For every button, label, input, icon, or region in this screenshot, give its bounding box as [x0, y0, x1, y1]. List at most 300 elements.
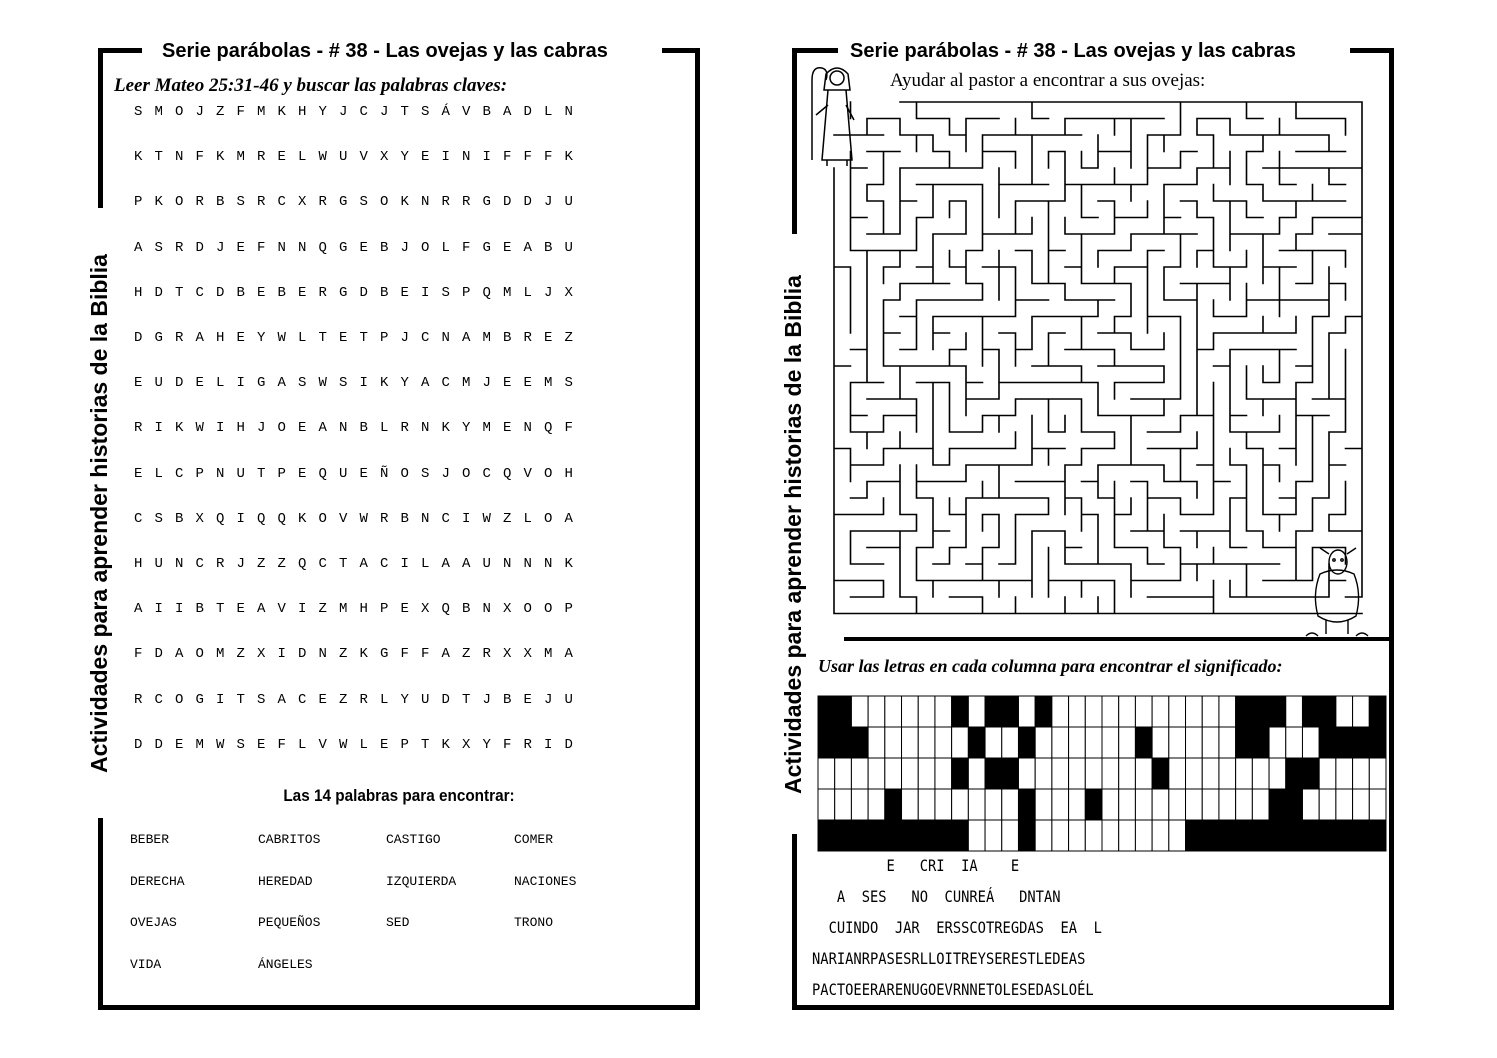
grid-cell[interactable] [1085, 696, 1102, 727]
grid-cell[interactable] [1135, 758, 1152, 789]
grid-letter[interactable]: O [400, 465, 409, 482]
grid-letter[interactable]: B [216, 194, 225, 211]
grid-letter[interactable]: R [359, 691, 368, 708]
grid-letter[interactable]: E [523, 691, 532, 708]
grid-cell[interactable] [1085, 820, 1102, 851]
grid-letter[interactable]: E [544, 330, 553, 346]
grid-cell[interactable] [1286, 696, 1303, 727]
grid-cell[interactable] [1035, 820, 1052, 851]
grid-cell[interactable] [1102, 789, 1119, 820]
grid-cell[interactable] [1169, 789, 1186, 820]
grid-letter[interactable]: N [421, 194, 430, 211]
grid-letter[interactable]: V [523, 465, 532, 482]
grid-letter[interactable]: B [195, 601, 204, 618]
grid-letter[interactable]: J [482, 375, 491, 392]
grid-cell[interactable] [1018, 758, 1035, 789]
grid-letter[interactable]: U [421, 691, 430, 708]
grid-cell[interactable] [1052, 727, 1069, 758]
grid-cell[interactable] [1186, 789, 1203, 820]
grid-cell[interactable] [1252, 758, 1269, 789]
grid-letter[interactable]: O [175, 194, 184, 211]
grid-cell[interactable] [1052, 820, 1069, 851]
grid-letter[interactable]: G [482, 194, 491, 211]
grid-cell[interactable] [1252, 789, 1269, 820]
grid-letter[interactable]: U [564, 239, 573, 256]
grid-letter[interactable]: X [195, 510, 204, 527]
grid-letter[interactable]: M [462, 375, 471, 392]
grid-letter[interactable]: C [318, 556, 327, 572]
grid-letter[interactable]: K [441, 736, 450, 753]
grid-letter[interactable]: E [523, 375, 532, 392]
grid-letter[interactable]: J [400, 239, 409, 256]
grid-cell[interactable] [1202, 758, 1219, 789]
grid-letter[interactable]: L [441, 239, 450, 256]
grid-letter[interactable]: R [400, 420, 409, 437]
grid-letter[interactable]: R [380, 510, 389, 527]
grid-cell[interactable] [1302, 789, 1319, 820]
grid-letter[interactable]: F [462, 239, 471, 256]
grid-letter[interactable]: D [523, 104, 532, 120]
grid-letter[interactable]: N [298, 239, 307, 256]
grid-letter[interactable]: I [441, 149, 450, 166]
grid-letter[interactable]: O [175, 691, 184, 708]
grid-letter[interactable]: E [134, 375, 143, 392]
grid-letter[interactable]: C [175, 465, 184, 482]
grid-letter[interactable]: O [544, 510, 553, 527]
grid-cell[interactable] [1119, 727, 1136, 758]
grid-letter[interactable]: E [298, 420, 307, 437]
grid-letter[interactable]: P [400, 736, 409, 753]
grid-letter[interactable]: Y [400, 375, 409, 392]
grid-letter[interactable]: Y [257, 330, 266, 346]
grid-letter[interactable]: N [175, 556, 184, 572]
grid-letter[interactable]: Q [216, 510, 225, 527]
grid-letter[interactable]: A [195, 330, 204, 346]
grid-cell[interactable] [1085, 758, 1102, 789]
grid-letter[interactable]: C [134, 510, 143, 527]
grid-letter[interactable]: S [441, 284, 450, 301]
grid-letter[interactable]: S [236, 736, 245, 753]
grid-cell[interactable] [1319, 758, 1336, 789]
grid-letter[interactable]: O [380, 194, 389, 211]
grid-cell[interactable] [835, 789, 852, 820]
grid-letter[interactable]: E [298, 465, 307, 482]
grid-letter[interactable]: A [277, 375, 286, 392]
grid-letter[interactable]: A [421, 375, 430, 392]
grid-letter[interactable]: V [277, 601, 286, 618]
grid-letter[interactable]: B [462, 601, 471, 618]
grid-cell[interactable] [1035, 727, 1052, 758]
grid-letter[interactable]: O [544, 465, 553, 482]
grid-letter[interactable]: L [298, 736, 307, 753]
grid-cell[interactable] [885, 727, 902, 758]
grid-letter[interactable]: W [339, 736, 348, 753]
grid-letter[interactable]: C [482, 465, 491, 482]
grid-letter[interactable]: H [236, 420, 245, 437]
grid-cell[interactable] [885, 758, 902, 789]
grid-cell[interactable] [1286, 727, 1303, 758]
grid-letter[interactable]: X [503, 646, 512, 663]
grid-letter[interactable]: Z [257, 556, 266, 572]
grid-letter[interactable]: J [400, 330, 409, 346]
grid-letter[interactable]: D [154, 736, 163, 753]
grid-letter[interactable]: N [523, 420, 532, 437]
grid-letter[interactable]: X [257, 646, 266, 663]
grid-letter[interactable]: R [257, 149, 266, 166]
grid-letter[interactable]: F [503, 736, 512, 753]
grid-letter[interactable]: D [359, 284, 368, 301]
grid-letter[interactable]: M [503, 284, 512, 301]
grid-letter[interactable]: Q [257, 510, 266, 527]
grid-letter[interactable]: E [359, 465, 368, 482]
grid-letter[interactable]: G [339, 194, 348, 211]
grid-letter[interactable]: Q [503, 465, 512, 482]
grid-cell[interactable] [1336, 789, 1353, 820]
grid-letter[interactable]: K [175, 420, 184, 437]
grid-cell[interactable] [1102, 696, 1119, 727]
grid-letter[interactable]: L [359, 736, 368, 753]
grid-cell[interactable] [968, 696, 985, 727]
grid-letter[interactable]: B [380, 284, 389, 301]
grid-letter[interactable]: S [564, 375, 573, 392]
grid-letter[interactable]: N [441, 330, 450, 346]
grid-cell[interactable] [1302, 727, 1319, 758]
grid-cell[interactable] [918, 727, 935, 758]
grid-letter[interactable]: J [257, 420, 266, 437]
grid-letter[interactable]: M [482, 420, 491, 437]
grid-letter[interactable]: B [236, 284, 245, 301]
grid-letter[interactable]: R [523, 330, 532, 346]
grid-letter[interactable]: U [482, 556, 491, 572]
grid-letter[interactable]: A [134, 239, 143, 256]
grid-letter[interactable]: Y [482, 736, 491, 753]
grid-cell[interactable] [818, 789, 835, 820]
grid-letter[interactable]: S [359, 194, 368, 211]
grid-letter[interactable]: E [421, 149, 430, 166]
grid-letter[interactable]: M [257, 104, 266, 120]
grid-letter[interactable]: Y [318, 104, 327, 120]
grid-letter[interactable]: F [421, 646, 430, 663]
grid-letter[interactable]: F [544, 149, 553, 166]
grid-letter[interactable]: Q [318, 239, 327, 256]
grid-letter[interactable]: W [277, 330, 286, 346]
grid-cell[interactable] [1002, 727, 1019, 758]
grid-cell[interactable] [1202, 696, 1219, 727]
grid-letter[interactable]: B [544, 239, 553, 256]
grid-letter[interactable]: D [154, 646, 163, 663]
grid-letter[interactable]: D [216, 284, 225, 301]
grid-letter[interactable]: A [441, 646, 450, 663]
grid-letter[interactable]: C [421, 330, 430, 346]
grid-letter[interactable]: F [195, 149, 204, 166]
grid-cell[interactable] [1152, 727, 1169, 758]
grid-letter[interactable]: K [564, 556, 573, 572]
grid-letter[interactable]: C [380, 556, 389, 572]
grid-cell[interactable] [1102, 727, 1119, 758]
grid-cell[interactable] [1069, 727, 1086, 758]
grid-letter[interactable]: C [195, 284, 204, 301]
grid-letter[interactable]: A [257, 601, 266, 618]
grid-letter[interactable]: G [195, 691, 204, 708]
grid-letter[interactable]: C [441, 510, 450, 527]
grid-letter[interactable]: E [503, 375, 512, 392]
grid-letter[interactable]: E [257, 284, 266, 301]
grid-letter[interactable]: N [421, 420, 430, 437]
grid-letter[interactable]: P [564, 601, 573, 618]
grid-letter[interactable]: D [503, 194, 512, 211]
grid-letter[interactable]: F [236, 104, 245, 120]
grid-letter[interactable]: I [544, 736, 553, 753]
grid-letter[interactable]: E [195, 375, 204, 392]
grid-letter[interactable]: O [175, 104, 184, 120]
grid-letter[interactable]: L [298, 330, 307, 346]
grid-letter[interactable]: S [134, 104, 143, 120]
grid-letter[interactable]: Z [277, 556, 286, 572]
grid-cell[interactable] [851, 789, 868, 820]
grid-cell[interactable] [1102, 820, 1119, 851]
grid-letter[interactable]: A [523, 239, 532, 256]
grid-cell[interactable] [1369, 758, 1386, 789]
grid-letter[interactable]: I [298, 601, 307, 618]
grid-letter[interactable]: U [236, 465, 245, 482]
grid-letter[interactable]: A [564, 510, 573, 527]
grid-cell[interactable] [918, 758, 935, 789]
grid-letter[interactable]: K [400, 194, 409, 211]
grid-cell[interactable] [1152, 696, 1169, 727]
grid-letter[interactable]: N [216, 465, 225, 482]
grid-cell[interactable] [902, 727, 919, 758]
grid-letter[interactable]: P [380, 330, 389, 346]
grid-letter[interactable]: A [503, 104, 512, 120]
grid-cell[interactable] [1069, 758, 1086, 789]
grid-letter[interactable]: Z [216, 104, 225, 120]
grid-cell[interactable] [1186, 727, 1203, 758]
grid-letter[interactable]: X [503, 601, 512, 618]
grid-letter[interactable]: L [523, 510, 532, 527]
grid-letter[interactable]: S [421, 465, 430, 482]
grid-cell[interactable] [1186, 696, 1203, 727]
grid-letter[interactable]: E [134, 465, 143, 482]
grid-letter[interactable]: L [298, 149, 307, 166]
grid-letter[interactable]: K [298, 510, 307, 527]
grid-letter[interactable]: M [236, 149, 245, 166]
grid-letter[interactable]: P [277, 465, 286, 482]
grid-letter[interactable]: S [339, 375, 348, 392]
grid-letter[interactable]: H [564, 465, 573, 482]
grid-letter[interactable]: L [421, 556, 430, 572]
grid-letter[interactable]: H [134, 556, 143, 572]
grid-letter[interactable]: R [318, 194, 327, 211]
grid-letter[interactable]: M [482, 330, 491, 346]
grid-letter[interactable]: L [216, 375, 225, 392]
grid-cell[interactable] [1336, 696, 1353, 727]
grid-letter[interactable]: A [277, 691, 286, 708]
grid-letter[interactable]: B [400, 510, 409, 527]
grid-letter[interactable]: Z [564, 330, 573, 346]
grid-cell[interactable] [1186, 758, 1203, 789]
grid-cell[interactable] [1319, 789, 1336, 820]
grid-cell[interactable] [1035, 758, 1052, 789]
grid-letter[interactable]: E [236, 239, 245, 256]
grid-letter[interactable]: K [216, 149, 225, 166]
grid-letter[interactable]: M [544, 375, 553, 392]
grid-letter[interactable]: P [380, 601, 389, 618]
grid-letter[interactable]: I [236, 510, 245, 527]
grid-letter[interactable]: T [421, 736, 430, 753]
grid-letter[interactable]: X [298, 194, 307, 211]
grid-letter[interactable]: E [339, 330, 348, 346]
grid-letter[interactable]: H [298, 104, 307, 120]
grid-letter[interactable]: O [523, 601, 532, 618]
grid-letter[interactable]: S [236, 194, 245, 211]
grid-letter[interactable]: B [277, 284, 286, 301]
grid-letter[interactable]: Q [544, 420, 553, 437]
grid-letter[interactable]: U [154, 375, 163, 392]
grid-letter[interactable]: B [359, 420, 368, 437]
grid-letter[interactable]: W [195, 420, 204, 437]
grid-letter[interactable]: J [544, 284, 553, 301]
grid-letter[interactable]: M [154, 104, 163, 120]
grid-cell[interactable] [935, 758, 952, 789]
grid-letter[interactable]: O [195, 646, 204, 663]
grid-letter[interactable]: E [503, 420, 512, 437]
grid-letter[interactable]: C [359, 104, 368, 120]
grid-letter[interactable]: V [359, 149, 368, 166]
grid-letter[interactable]: Á [441, 104, 450, 120]
grid-letter[interactable]: N [277, 239, 286, 256]
grid-cell[interactable] [1353, 696, 1370, 727]
grid-cell[interactable] [1219, 758, 1236, 789]
grid-cell[interactable] [1069, 820, 1086, 851]
grid-cell[interactable] [835, 758, 852, 789]
grid-letter[interactable]: X [462, 736, 471, 753]
grid-letter[interactable]: F [277, 736, 286, 753]
grid-cell[interactable] [1069, 696, 1086, 727]
grid-letter[interactable]: N [523, 556, 532, 572]
grid-letter[interactable]: L [544, 104, 553, 120]
grid-letter[interactable]: S [298, 375, 307, 392]
grid-letter[interactable]: F [134, 646, 143, 663]
grid-letter[interactable]: H [359, 601, 368, 618]
grid-letter[interactable]: C [441, 375, 450, 392]
grid-letter[interactable]: T [318, 330, 327, 346]
grid-letter[interactable]: M [339, 601, 348, 618]
grid-letter[interactable]: R [216, 556, 225, 572]
grid-cell[interactable] [1369, 789, 1386, 820]
grid-letter[interactable]: A [134, 601, 143, 618]
maze[interactable] [832, 100, 1364, 626]
grid-letter[interactable]: D [175, 375, 184, 392]
grid-letter[interactable]: R [318, 284, 327, 301]
grid-cell[interactable] [918, 789, 935, 820]
grid-letter[interactable]: U [564, 691, 573, 708]
grid-letter[interactable]: R [175, 239, 184, 256]
grid-letter[interactable]: E [257, 736, 266, 753]
grid-letter[interactable]: E [318, 691, 327, 708]
grid-letter[interactable]: V [318, 736, 327, 753]
grid-letter[interactable]: L [154, 465, 163, 482]
grid-letter[interactable]: T [257, 465, 266, 482]
grid-letter[interactable]: G [257, 375, 266, 392]
grid-letter[interactable]: C [298, 691, 307, 708]
grid-letter[interactable]: O [277, 420, 286, 437]
grid-letter[interactable]: Y [462, 420, 471, 437]
grid-letter[interactable]: A [318, 420, 327, 437]
grid-letter[interactable]: Ñ [380, 465, 389, 482]
grid-cell[interactable] [1353, 789, 1370, 820]
grid-cell[interactable] [1135, 820, 1152, 851]
grid-cell[interactable] [1152, 789, 1169, 820]
grid-letter[interactable]: N [175, 149, 184, 166]
grid-cell[interactable] [1035, 789, 1052, 820]
grid-letter[interactable]: Z [339, 646, 348, 663]
grid-cell[interactable] [902, 696, 919, 727]
grid-cell[interactable] [1052, 696, 1069, 727]
grid-letter[interactable]: E [503, 239, 512, 256]
grid-letter[interactable]: Y [400, 691, 409, 708]
grid-letter[interactable]: E [400, 601, 409, 618]
grid-letter[interactable]: K [359, 646, 368, 663]
grid-letter[interactable]: C [154, 691, 163, 708]
grid-cell[interactable] [818, 758, 835, 789]
grid-letter[interactable]: W [216, 736, 225, 753]
grid-letter[interactable]: T [154, 149, 163, 166]
grid-letter[interactable]: U [154, 556, 163, 572]
grid-letter[interactable]: R [134, 691, 143, 708]
grid-cell[interactable] [1085, 727, 1102, 758]
grid-cell[interactable] [1102, 758, 1119, 789]
grid-cell[interactable] [902, 758, 919, 789]
grid-letter[interactable]: C [277, 194, 286, 211]
grid-letter[interactable]: J [236, 556, 245, 572]
grid-cell[interactable] [1202, 789, 1219, 820]
grid-letter[interactable]: M [195, 736, 204, 753]
grid-letter[interactable]: I [216, 691, 225, 708]
grid-letter[interactable]: A [175, 646, 184, 663]
grid-letter[interactable]: A [359, 556, 368, 572]
grid-cell[interactable] [868, 758, 885, 789]
grid-letter[interactable]: I [400, 556, 409, 572]
grid-letter[interactable]: J [544, 691, 553, 708]
grid-letter[interactable]: Q [482, 284, 491, 301]
grid-letter[interactable]: E [359, 239, 368, 256]
grid-letter[interactable]: E [298, 284, 307, 301]
grid-letter[interactable]: N [462, 149, 471, 166]
grid-letter[interactable]: U [339, 465, 348, 482]
grid-letter[interactable]: S [257, 691, 266, 708]
grid-letter[interactable]: B [380, 239, 389, 256]
grid-cell[interactable] [1219, 789, 1236, 820]
grid-cell[interactable] [1135, 696, 1152, 727]
grid-letter[interactable]: K [441, 420, 450, 437]
grid-letter[interactable]: I [359, 375, 368, 392]
grid-letter[interactable]: I [216, 420, 225, 437]
grid-letter[interactable]: R [523, 736, 532, 753]
grid-letter[interactable]: O [462, 465, 471, 482]
grid-letter[interactable]: E [175, 736, 184, 753]
grid-letter[interactable]: T [339, 556, 348, 572]
grid-letter[interactable]: B [175, 510, 184, 527]
grid-cell[interactable] [935, 727, 952, 758]
grid-letter[interactable]: W [318, 149, 327, 166]
grid-letter[interactable]: F [400, 646, 409, 663]
grid-letter[interactable]: I [175, 601, 184, 618]
grid-letter[interactable]: E [277, 149, 286, 166]
grid-letter[interactable]: U [564, 194, 573, 211]
grid-cell[interactable] [918, 696, 935, 727]
grid-letter[interactable]: Z [462, 646, 471, 663]
grid-letter[interactable]: I [154, 601, 163, 618]
